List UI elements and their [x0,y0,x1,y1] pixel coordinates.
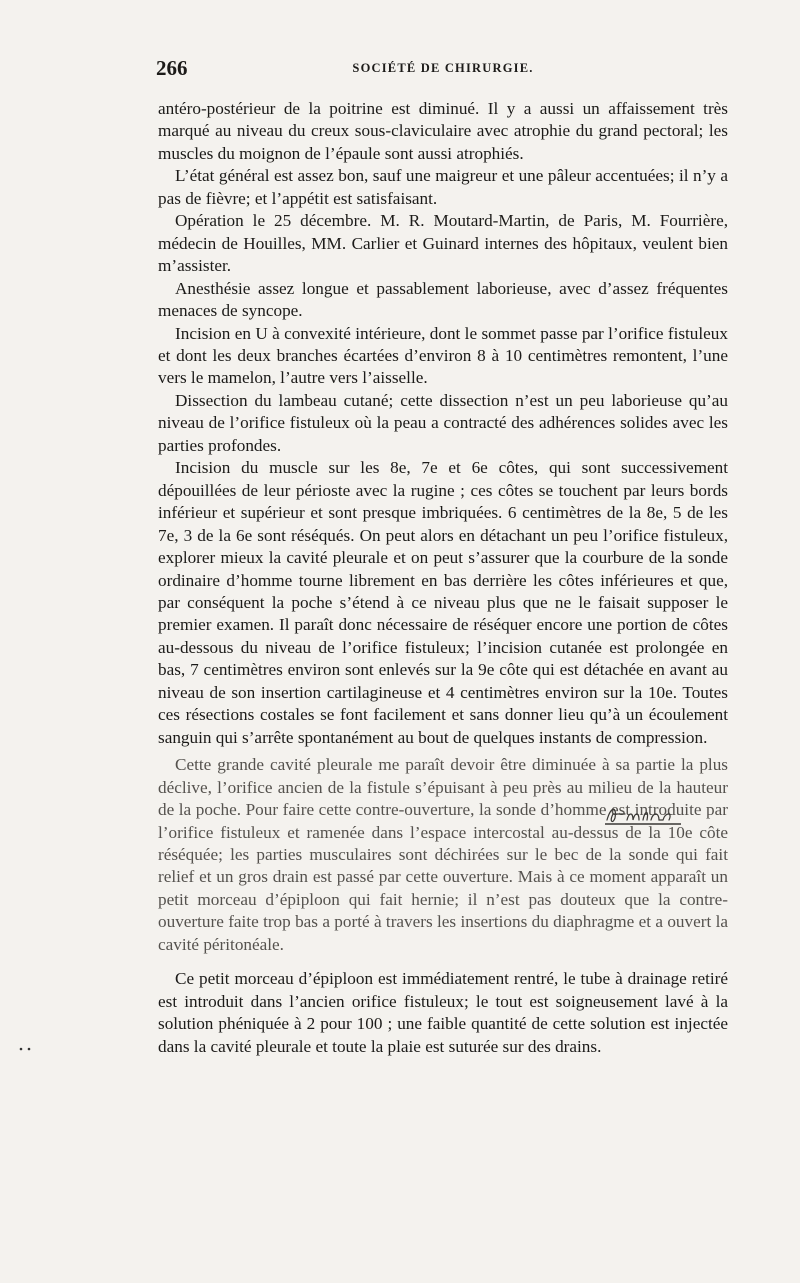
running-header [156,56,730,86]
paragraph-operation: Opération le 25 décembre. M. R. Moutard-Martin, de Paris, M. Fourrière, médecin de Houilles, MM. Carlier et Guinard internes des hôpitaux, veulent bien m’assister. [158,211,728,276]
paragraph-general-state: L’état général est assez bon, sauf une maigreur et une pâleur accentuées; il n’y a pas de fièvre; et l’appétit est satisfaisant. [158,166,728,208]
paragraph-closure: Ce petit morceau d’épiploon est immédiatement rentré, le tube à drainage retiré est introduit dans l’ancien orifice fistuleux; le tout est soigneusement lavé à la solution phéniquée à 2 pour 100 ; une faible quantité de cette solution est injectée dans la cavité pleurale et toute la plaie est suturée sur des drains. [158,969,728,1056]
paragraph-dissection: Dissection du lambeau cutané; cette dissection n’est un peu laborieuse qu’au niveau de l’orifice fistuleux où la peau a contracté des adhérences solides avec les parties profondes. [158,390,728,455]
handwritten-correction [603,802,683,828]
paragraph-continuation: antéro-postérieur de la poitrine est diminué. Il y a aussi un affaissement très marqué au niveau du creux sous-claviculaire avec atrophie du grand pectoral; les muscles du moignon de l’épaule sont aussi atrophiés. [158,99,728,163]
running-title: SOCIÉTÉ DE CHIRURGIE. [352,61,534,75]
page-number: 266 [156,56,188,80]
paragraph-counter-opening: Cette grande cavité pleurale me paraît devoir être diminuée à sa partie la plus déclive, l’orifice ancien de la fistule s’épuisant à peu près au milieu de la hauteur de la poche. Pour faire cette contre-ouverture, la sonde d’homme est introduite par l’orifice fistuleux et ramenée dans l’espace intercostal au-dessus de la 10e côte réséquée; les parties musculaires sont déchirées sur le bec de la sonde qui fait relief et un gros drain est passé par cette ouverture. Mais à ce moment apparaît un petit morceau d’épiploon qui fait hernie; il n’est pas douteux que la contre-ouverture faite trop bas a porté à travers les insertions du diaphragme et a ouvert la cavité péritonéale. [158,755,728,954]
margin-mark [18,1046,32,1052]
body-text [158,98,728,1058]
paragraph-anesthesia: Anesthésie assez longue et passablement laborieuse, avec d’assez fréquentes menaces de syncope. [158,278,728,321]
paragraph-muscle-incision: Incision du muscle sur les 8e, 7e et 6e côtes, qui sont successivement dépouillées de leur périoste avec la rugine ; ces côtes se touchent par leurs bords inférieur et supérieur et sont presque imbriquées. 6 centimètres de la 8e, 5 de les 7e, 3 de la 6e sont réséqués. On peut alors en détachant un peu l’orifice fistuleux, explorer mieux la cavité pleurale et on peut s’assurer que la courbure de la sonde ordinaire d’homme tourne librement en bas derrière les côtes inférieures et que, par conséquent la poche s’étend à ce niveau plus que ne le faisait supposer le premier examen. Il paraît donc nécessaire de réséquer encore une portion de côtes au-dessous du niveau de l’orifice fistuleux; l’incision cutanée est prolongée en bas, 7 centimètres environ sont enlevés sur la 9e côte qui est détachée en avant au niveau de son insertion cartilagineuse et 4 centimètres environ sur la 10e. Toutes ces résections costales se font facilement et sans donner lieu qu’à un écoulement sanguin qui s’arrête spontanément au bout de quelques instants de compression. [158,458,728,747]
paragraph-incision: Incision en U à convexité intérieure, dont le sommet passe par l’orifice fistuleux et dont les deux branches écartées d’environ 8 à 10 centimètres remontent, l’une vers le mamelon, l’autre vers l’aisselle. [158,323,728,388]
